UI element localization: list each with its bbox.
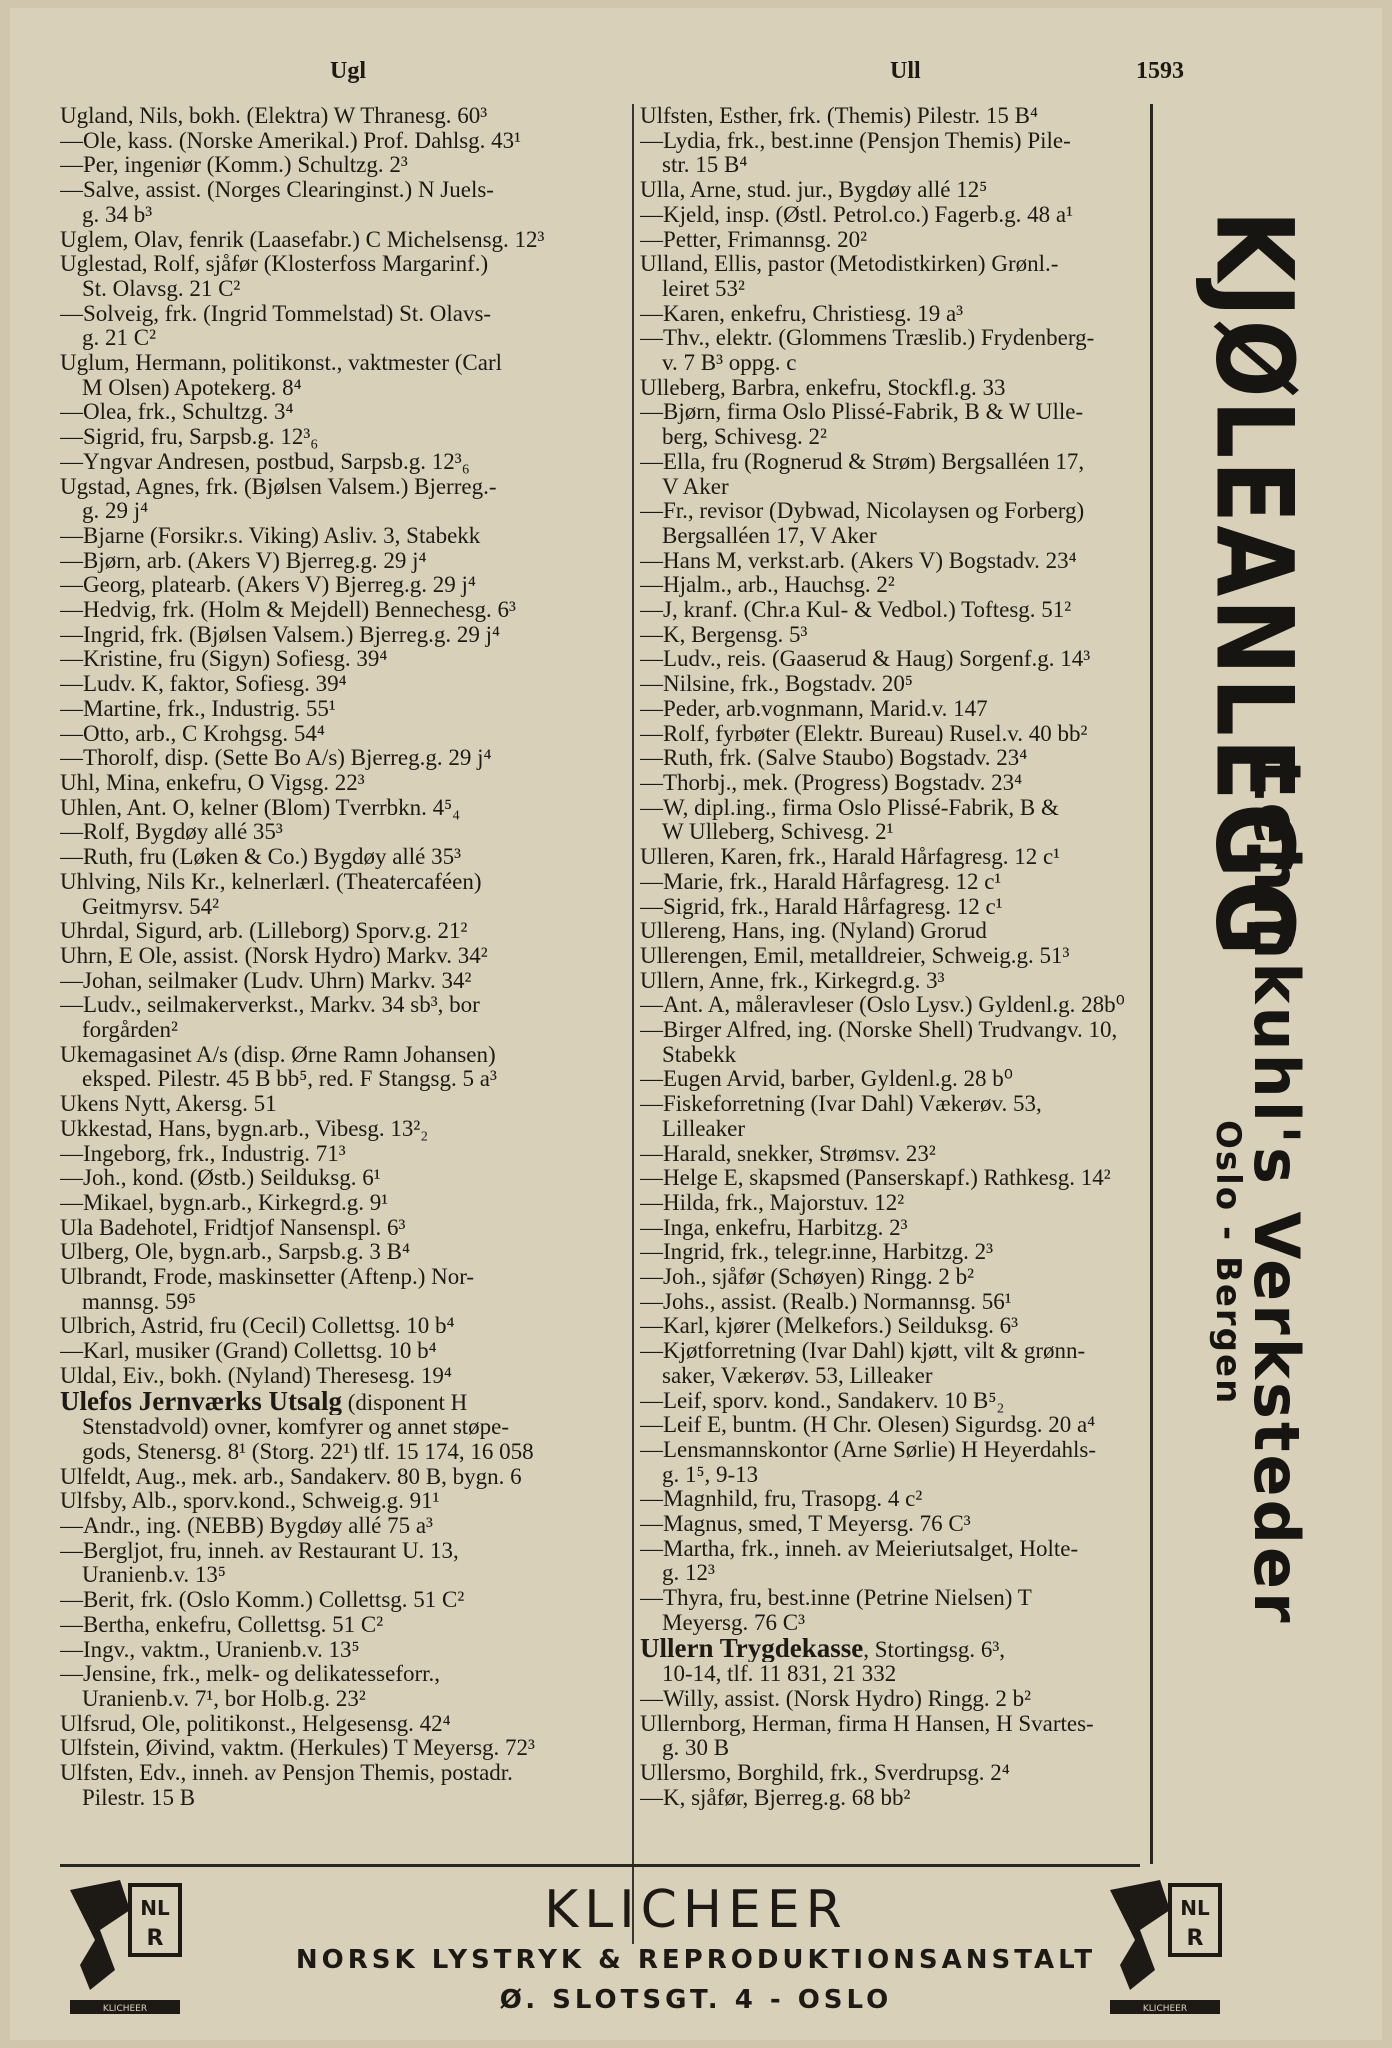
directory-entry-line: —Sigrid, frk., Harald Hårfagresg. 12 c¹ — [640, 894, 1003, 919]
directory-entry-line: g. 1⁵, 9-13 — [662, 1462, 759, 1487]
directory-entry-line: M Olsen) Apotekerg. 8⁴ — [82, 375, 302, 400]
bottom-ad-address: Ø. SLOTSGT. 4 - OSLO — [499, 1985, 893, 2015]
bottom-ad-title: KLICHEER — [544, 1880, 848, 1940]
directory-entry-line: —Petter, Frimannsg. 20² — [640, 227, 868, 252]
right-column — [640, 104, 1148, 1811]
directory-entry-line: —Jensine, frk., melk- og delikatesseforr., — [60, 1662, 441, 1687]
directory-entry-line: —Peder, arb.vognmann, Marid.v. 147 — [640, 696, 988, 721]
directory-entry-line: v. 7 B³ oppg. c — [662, 351, 797, 376]
directory-entry-line: —Fr., revisor (Dybwad, Nicolaysen og Forberg) — [640, 499, 1085, 524]
directory-entry-line: —Ole, kass. (Norske Amerikal.) Prof. Dahlsg. 43¹ — [60, 128, 522, 153]
directory-entry-line: Ukemagasinet A/s (disp. Ørne Ramn Johansen) — [60, 1042, 496, 1067]
directory-entry-line: Geitmyrsv. 54² — [82, 894, 220, 919]
directory-entry-line: —Leif E, buntm. (H Chr. Olesen) Sigurdsg. 20 a⁴ — [640, 1413, 1096, 1438]
directory-entry-line: Ulfsten, Esther, frk. (Themis) Pilestr. 15 B⁴ — [640, 104, 1039, 128]
directory-entry-line: Lilleaker — [662, 1116, 746, 1141]
directory-entry-line: —Ingrid, frk. (Bjølsen Valsem.) Bjerreg.g. 29 j⁴ — [60, 622, 501, 647]
directory-entry-line: Ullern Trygdekasse, Stortingsg. 6³, — [640, 1635, 1005, 1663]
header-left-word: Ugl — [330, 58, 366, 84]
directory-entry-line: Ullerengen, Emil, metalldreier, Schweig.g. 51³ — [640, 943, 1070, 968]
directory-entry-line: str. 15 B⁴ — [662, 153, 748, 178]
directory-entry-line: Uglestad, Rolf, sjåfør (Klosterfoss Margarinf.) — [60, 252, 489, 277]
directory-entry-line: Ulfsby, Alb., sporv.kond., Schweig.g. 91¹ — [60, 1489, 440, 1514]
directory-entry-line: Ukens Nytt, Akersg. 51 — [60, 1092, 277, 1117]
directory-entry-line: —Kristine, fru (Sigyn) Sofiesg. 39⁴ — [60, 647, 388, 672]
directory-entry-line: —Martha, frk., inneh. av Meieriutsalget, Holte- — [640, 1536, 1079, 1561]
side-ad-company: Lehmkuhl's Verksteder — [1240, 760, 1313, 1626]
directory-entry-line: —Ludv., seilmakerverkst., Markv. 34 sb³, bor — [60, 993, 480, 1018]
directory-entry-line: —Olea, frk., Schultzg. 3⁴ — [60, 400, 294, 425]
directory-entry-line: —K, Bergensg. 5³ — [640, 622, 808, 647]
directory-entry-line: —Thv., elektr. (Glommens Træslib.) Frydenberg- — [640, 326, 1095, 351]
directory-entry-line: Ula Badehotel, Fridtjof Nansenspl. 6³ — [60, 1215, 406, 1240]
directory-entry-line: forgården² — [82, 1018, 178, 1043]
directory-entry-line: —Ingeborg, frk., Industrig. 71³ — [60, 1141, 346, 1166]
directory-entry-line: V Aker — [662, 474, 729, 499]
directory-entry-line: Uglem, Olav, fenrik (Laasefabr.) C Michelsensg. 12³ — [60, 227, 545, 252]
directory-entry-line: —Solveig, frk. (Ingrid Tommelstad) St. Olavs- — [60, 301, 492, 326]
directory-entry-line: gods, Stenersg. 8¹ (Storg. 22¹) tlf. 15 174, 16 058 — [82, 1439, 534, 1464]
directory-entry-line: —Joh., sjåfør (Schøyen) Ringg. 2 b² — [640, 1265, 974, 1290]
directory-entry-line: —Per, ingeniør (Komm.) Schultzg. 2³ — [60, 153, 408, 178]
directory-entry-line: —Hilda, frk., Majorstuv. 12² — [640, 1190, 905, 1215]
directory-entry-line: Ulfeldt, Aug., mek. arb., Sandakerv. 80 B, bygn. 6 — [60, 1464, 522, 1489]
directory-entry-line: —Otto, arb., C Krohgsg. 54⁴ — [60, 721, 325, 746]
directory-entry-line: —Berit, frk. (Oslo Komm.) Collettsg. 51 C² — [60, 1588, 465, 1613]
directory-entry-line: —Mikael, bygn.arb., Kirkegrd.g. 9¹ — [60, 1190, 389, 1215]
header-center-word: Ull — [890, 58, 921, 84]
directory-entry-line: mannsg. 59⁵ — [82, 1289, 197, 1314]
svg-text:R: R — [146, 1926, 164, 1951]
directory-entry-line: Ulbrandt, Frode, maskinsetter (Aftenp.) Nor- — [60, 1265, 475, 1290]
directory-entry-line: —Ant. A, måleravleser (Oslo Lysv.) Gyldenl.g. 28b⁰ — [640, 993, 1125, 1018]
directory-entry-line: g. 30 B — [662, 1736, 730, 1761]
directory-entry-line: —Ludv., reis. (Gaaserud & Haug) Sorgenf.g. 14³ — [640, 647, 1091, 672]
side-ad-divider — [1150, 104, 1153, 1864]
directory-entry-line: Stenstadvold) ovner, komfyrer og annet støpe- — [82, 1415, 510, 1440]
directory-entry-line: —Helge E, skapsmed (Panserskapf.) Rathkesg. 14² — [640, 1166, 1111, 1191]
directory-entry-line: Uhl, Mina, enkefru, O Vigsg. 22³ — [60, 770, 365, 795]
directory-entry-line: Ugland, Nils, bokh. (Elektra) W Thranesg. 60³ — [60, 104, 488, 128]
directory-entry-line: —Thorbj., mek. (Progress) Bogstadv. 23⁴ — [640, 770, 1023, 795]
directory-entry-line: —Yngvar Andresen, postbud, Sarpsb.g. 12³₆ — [60, 449, 470, 474]
directory-entry-line: —Fiskeforretning (Ivar Dahl) Vækerøv. 53, — [640, 1092, 1042, 1117]
directory-entry-line: —Birger Alfred, ing. (Norske Shell) Trudvangv. 10, — [640, 1018, 1118, 1043]
directory-entry-line: g. 21 C² — [82, 326, 156, 351]
directory-entry-line: Ulleberg, Barbra, enkefru, Stockfl.g. 33 — [640, 375, 1006, 400]
directory-entry-line: Uranienb.v. 7¹, bor Holb.g. 23² — [82, 1687, 366, 1711]
directory-entry-line: berg, Schivesg. 2² — [662, 425, 827, 450]
directory-entry-line: Ugstad, Agnes, frk. (Bjølsen Valsem.) Bjerreg.- — [60, 474, 497, 499]
directory-entry-line: g. 12³ — [662, 1561, 715, 1586]
directory-entry-line: —J, kranf. (Chr.a Kul- & Vedbol.) Toftesg. 51² — [640, 598, 1072, 623]
directory-entry-line: —Martine, frk., Industrig. 55¹ — [60, 696, 336, 721]
directory-entry-line: g. 34 b³ — [82, 202, 153, 227]
directory-entry-line: —Ella, fru (Rognerud & Strøm) Bergsalléen 17, — [640, 449, 1085, 474]
directory-entry-line: eksped. Pilestr. 45 B bb⁵, red. F Stangsg. 5 a³ — [82, 1067, 497, 1092]
directory-entry-line: Uglum, Hermann, politikonst., vaktmester (Carl — [60, 351, 503, 376]
directory-entry-line: Uldal, Eiv., bokh. (Nyland) Theresesg. 19⁴ — [60, 1363, 452, 1388]
directory-entry-line: —Bjarne (Forsikr.s. Viking) Asliv. 3, Stabekk — [60, 523, 481, 548]
directory-entry-line: —Willy, assist. (Norsk Hydro) Ringg. 2 b² — [640, 1687, 1031, 1711]
directory-entry-line: —K, sjåfør, Bjerreg.g. 68 bb² — [640, 1785, 911, 1810]
side-ad-cities: Oslo - Bergen — [1208, 1120, 1248, 1406]
directory-entry-line: Ulland, Ellis, pastor (Metodistkirken) Grønl.- — [640, 252, 1059, 277]
directory-entry-line: Uhrn, E Ole, assist. (Norsk Hydro) Markv. 34² — [60, 943, 488, 968]
directory-entry-line: Uhrdal, Sigurd, arb. (Lilleborg) Sporv.g. 21² — [60, 919, 468, 944]
directory-entry-line: —Leif, sporv. kond., Sandakerv. 10 B⁵₂ — [640, 1388, 1005, 1413]
directory-entry-line: —Ruth, fru (Løken & Co.) Bygdøy allé 35³ — [60, 845, 462, 870]
directory-entry-line: —Ingv., vaktm., Uranienb.v. 13⁵ — [60, 1637, 360, 1662]
directory-entry-line: —Bertha, enkefru, Collettsg. 51 C² — [60, 1612, 384, 1637]
page-number: 1593 — [1136, 58, 1184, 84]
directory-entry-line: 10-14, tlf. 11 831, 21 332 — [662, 1662, 897, 1687]
directory-entry-line: St. Olavsg. 21 C² — [82, 276, 241, 301]
directory-entry-line: W Ulleberg, Schivesg. 2¹ — [662, 820, 894, 845]
directory-entry-line: —Bergljot, fru, inneh. av Restaurant U. 13, — [60, 1538, 459, 1563]
directory-entry-line: Pilestr. 15 B — [82, 1785, 196, 1810]
directory-entry-line: —Bjørn, firma Oslo Plissé-Fabrik, B & W Ulle- — [640, 400, 1084, 425]
directory-entry-line: Ulberg, Ole, bygn.arb., Sarpsb.g. 3 B⁴ — [60, 1240, 410, 1265]
directory-entry-line: —Rolf, Bygdøy allé 35³ — [60, 820, 283, 845]
svg-text:R: R — [1186, 1926, 1204, 1951]
directory-entry-line: —Magnhild, fru, Trasopg. 4 c² — [640, 1487, 923, 1512]
directory-entry-line: Ullersmo, Borghild, frk., Sverdrupsg. 2⁴ — [640, 1761, 1010, 1786]
directory-entry-line: —Eugen Arvid, barber, Gyldenl.g. 28 b⁰ — [640, 1067, 1014, 1092]
directory-entry-line: —Johan, seilmaker (Ludv. Uhrn) Markv. 34² — [60, 968, 472, 993]
directory-entry-line: —Ludv. K, faktor, Sofiesg. 39⁴ — [60, 672, 347, 697]
directory-entry-line: leiret 53² — [662, 276, 745, 301]
directory-entry-line: —Inga, enkefru, Harbitzg. 2³ — [640, 1215, 908, 1240]
directory-entry-line: Ulla, Arne, stud. jur., Bygdøy allé 12⁵ — [640, 178, 988, 203]
directory-entry-line: —Joh., kond. (Østb.) Seilduksg. 6¹ — [60, 1166, 381, 1191]
directory-entry-line: —Kjøtforretning (Ivar Dahl) kjøtt, vilt & grønn- — [640, 1339, 1086, 1364]
directory-entry-line: Ulefos Jernværks Utsalg (disponent H — [60, 1388, 468, 1416]
directory-entry-line: —Thyra, fru, best.inne (Petrine Nielsen) T — [640, 1586, 1032, 1611]
directory-entry-line: —Ingrid, frk., telegr.inne, Harbitzg. 2³ — [640, 1240, 994, 1265]
directory-entry-line: Stabekk — [662, 1042, 737, 1067]
side-ad-title: KJØLEANLEGG — [1191, 210, 1316, 958]
directory-entry-line: Ulfstein, Øivind, vaktm. (Herkules) T Meyersg. 72³ — [60, 1736, 535, 1761]
bottom-ad-subtitle: NORSK LYSTRYK & REPRODUKTIONSANSTALT — [295, 1945, 1097, 1975]
directory-entry-line: —Lensmannskontor (Arne Sørlie) H Heyerdahls- — [640, 1437, 1097, 1462]
directory-entry-line: —Hedvig, frk. (Holm & Mejdell) Bennechesg. 6³ — [60, 598, 516, 623]
svg-text:KLICHEER: KLICHEER — [102, 2004, 148, 2014]
directory-entry-line: Uhlving, Nils Kr., kelnerlærl. (Theatercaféen) — [60, 869, 482, 894]
directory-entry-line: —Bjørn, arb. (Akers V) Bjerreg.g. 29 j⁴ — [60, 548, 427, 573]
left-column — [60, 104, 630, 1811]
directory-entry-line: Ullern, Anne, frk., Kirkegrd.g. 3³ — [640, 968, 945, 993]
directory-entry-line: Ulleren, Karen, frk., Harald Hårfagresg. 12 c¹ — [640, 845, 1061, 870]
directory-entry-line: Ukkestad, Hans, bygn.arb., Vibesg. 13²₂ — [60, 1116, 429, 1141]
directory-entry-line: —Karen, enkefru, Christiesg. 19 a³ — [640, 301, 964, 326]
directory-entry-line: —Karl, kjører (Melkefors.) Seilduksg. 6³ — [640, 1314, 1019, 1339]
svg-text:KLICHEER: KLICHEER — [1142, 2004, 1188, 2014]
directory-entry-line: —Salve, assist. (Norges Clearinginst.) N Juels- — [60, 178, 494, 203]
directory-entry-line: Ullereng, Hans, ing. (Nyland) Grorud — [640, 919, 987, 944]
column-divider — [632, 104, 634, 1944]
directory-entry-line: —Kjeld, insp. (Østl. Petrol.co.) Fagerb.g. 48 a¹ — [640, 202, 1073, 227]
directory-entry-line: Uhlen, Ant. O, kelner (Blom) Tverrbkn. 4⁵₄ — [60, 795, 461, 820]
directory-entry-line: —Sigrid, fru, Sarpsb.g. 12³₆ — [60, 425, 319, 450]
bottom-ad-divider — [60, 1864, 1140, 1867]
directory-entry-line: —Rolf, fyrbøter (Elektr. Bureau) Rusel.v. 40 bb² — [640, 721, 1088, 746]
directory-entry-line: —W, dipl.ing., firma Oslo Plissé-Fabrik, B & — [640, 795, 1059, 820]
directory-entry-line: Uranienb.v. 13⁵ — [82, 1563, 226, 1588]
directory-entry-line: —Harald, snekker, Strømsv. 23² — [640, 1141, 936, 1166]
directory-entry-line: Ulbrich, Astrid, fru (Cecil) Collettsg. 10 b⁴ — [60, 1314, 455, 1339]
directory-entry-line: —Andr., ing. (NEBB) Bygdøy allé 75 a³ — [60, 1514, 433, 1539]
svg-text:NL: NL — [1180, 1896, 1210, 1920]
directory-entry-line: saker, Vækerøv. 53, Lilleaker — [662, 1363, 933, 1388]
directory-entry-line: —Thorolf, disp. (Sette Bo A/s) Bjerreg.g. 29 j⁴ — [60, 746, 492, 771]
directory-entry-line: —Marie, frk., Harald Hårfagresg. 12 c¹ — [640, 869, 1002, 894]
directory-entry-line: —Georg, platearb. (Akers V) Bjerreg.g. 29 j⁴ — [60, 573, 476, 598]
directory-entry-line: —Magnus, smed, T Meyersg. 76 C³ — [640, 1512, 971, 1537]
directory-entry-line: —Hans M, verkst.arb. (Akers V) Bogstadv. 23⁴ — [640, 548, 1077, 573]
directory-entry-line: Ulfsten, Edv., inneh. av Pensjon Themis, postadr. — [60, 1761, 513, 1786]
directory-entry-line: g. 29 j⁴ — [82, 499, 149, 524]
directory-entry-line: —Ruth, frk. (Salve Staubo) Bogstadv. 23⁴ — [640, 746, 1028, 771]
directory-entry-line: —Johs., assist. (Realb.) Normannsg. 56¹ — [640, 1289, 1012, 1314]
directory-entry-line: Meyersg. 76 C³ — [662, 1610, 805, 1635]
directory-entry-line: Ulfsrud, Ole, politikonst., Helgesensg. 42⁴ — [60, 1711, 451, 1736]
svg-text:NL: NL — [140, 1896, 170, 1920]
directory-entry-line: —Hjalm., arb., Hauchsg. 2² — [640, 573, 895, 598]
directory-entry-line: —Lydia, frk., best.inne (Pensjon Themis) Pile- — [640, 128, 1071, 153]
directory-entry-line: Ullernborg, Herman, firma H Hansen, H Svartes- — [640, 1711, 1094, 1736]
directory-entry-line: —Nilsine, frk., Bogstadv. 20⁵ — [640, 672, 913, 697]
directory-entry-line: Bergsalléen 17, V Aker — [662, 523, 877, 548]
directory-entry-line: —Karl, musiker (Grand) Collettsg. 10 b⁴ — [60, 1339, 437, 1364]
